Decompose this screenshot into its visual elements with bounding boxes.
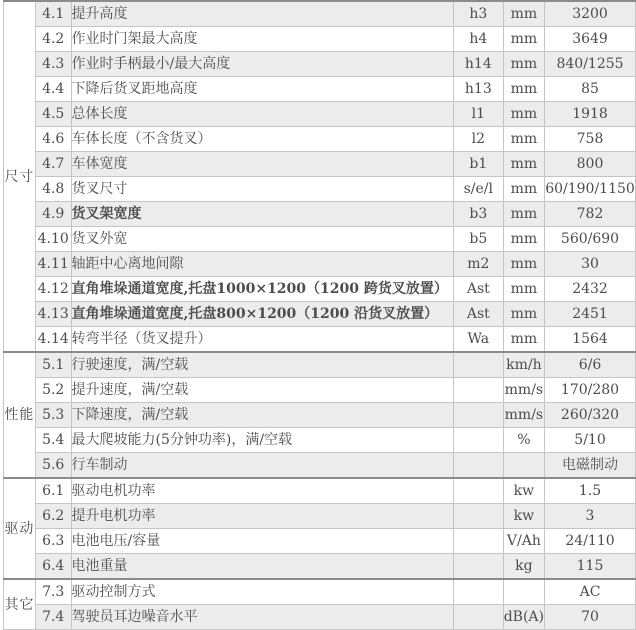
unit-cell: mm <box>503 252 544 277</box>
unit-cell: mm <box>503 327 544 353</box>
symbol-cell <box>453 352 503 378</box>
table-row <box>4 127 636 152</box>
row-number-cell: 4.5 <box>35 102 71 127</box>
unit-cell: kg <box>503 554 544 580</box>
row-number-cell: 4.12 <box>35 277 71 302</box>
row-number-cell: 7.3 <box>35 579 71 605</box>
unit-cell: mm <box>503 127 544 152</box>
table-row <box>4 504 636 529</box>
category-cell: 驱动 <box>4 478 36 579</box>
description-cell: 货叉尺寸 <box>71 177 453 202</box>
value-cell: 3 <box>545 504 636 529</box>
description-cell: 行驶速度，满/空载 <box>71 352 453 378</box>
description-cell: 提升高度 <box>71 1 453 27</box>
symbol-cell <box>453 453 503 479</box>
table-row <box>4 77 636 102</box>
symbol-cell: b3 <box>453 202 503 227</box>
description-cell: 总体长度 <box>71 102 453 127</box>
spec-table-body <box>4 1 636 630</box>
description-cell: 车体宽度 <box>71 152 453 177</box>
unit-cell: mm <box>503 52 544 77</box>
row-number-cell: 4.6 <box>35 127 71 152</box>
value-cell: 782 <box>545 202 636 227</box>
description-cell: 转弯半径（货叉提升） <box>71 327 453 353</box>
row-number-cell: 4.3 <box>35 52 71 77</box>
symbol-cell: l1 <box>453 102 503 127</box>
description-cell: 直角堆垛通道宽度,托盘800×1200（1200 沿货叉放置） <box>71 302 453 327</box>
table-row <box>4 252 636 277</box>
description-cell: 作业时门架最大高度 <box>71 27 453 52</box>
value-cell: 3649 <box>545 27 636 52</box>
unit-cell: mm/s <box>503 378 544 403</box>
table-row <box>4 177 636 202</box>
description-cell: 提升电机功率 <box>71 504 453 529</box>
row-number-cell: 6.3 <box>35 529 71 554</box>
table-row <box>4 428 636 453</box>
table-row <box>4 152 636 177</box>
description-cell: 驾驶员耳边噪音水平 <box>71 605 453 630</box>
value-cell: 85 <box>545 77 636 102</box>
category-cell: 尺寸 <box>4 1 36 352</box>
category-cell: 性能 <box>4 352 36 478</box>
value-cell: 30 <box>545 252 636 277</box>
value-cell: 1564 <box>545 327 636 353</box>
row-number-cell: 6.4 <box>35 554 71 580</box>
table-row <box>4 554 636 580</box>
table-row <box>4 52 636 77</box>
row-number-cell: 4.10 <box>35 227 71 252</box>
unit-cell: mm <box>503 102 544 127</box>
description-cell: 下降后货叉距地高度 <box>71 77 453 102</box>
unit-cell: kw <box>503 478 544 504</box>
description-cell: 轴距中心离地间隙 <box>71 252 453 277</box>
value-cell: 800 <box>545 152 636 177</box>
symbol-cell: s/e/l <box>453 177 503 202</box>
unit-cell: mm <box>503 302 544 327</box>
value-cell: 70 <box>545 605 636 630</box>
table-row <box>4 403 636 428</box>
description-cell: 下降速度，满/空载 <box>71 403 453 428</box>
value-cell: 560/690 <box>545 227 636 252</box>
description-cell: 驱动控制方式 <box>71 579 453 605</box>
row-number-cell: 5.2 <box>35 378 71 403</box>
symbol-cell <box>453 579 503 605</box>
unit-cell: mm <box>503 277 544 302</box>
description-cell: 直角堆垛通道宽度,托盘1000×1200（1200 跨货叉放置） <box>71 277 453 302</box>
table-row <box>4 102 636 127</box>
symbol-cell <box>453 504 503 529</box>
spec-table <box>3 0 636 630</box>
symbol-cell: b1 <box>453 152 503 177</box>
unit-cell: mm/s <box>503 403 544 428</box>
value-cell: 1.5 <box>545 478 636 504</box>
table-row <box>4 605 636 630</box>
description-cell: 行车制动 <box>71 453 453 479</box>
unit-cell: km/h <box>503 352 544 378</box>
row-number-cell: 4.2 <box>35 27 71 52</box>
table-row <box>4 529 636 554</box>
unit-cell: mm <box>503 1 544 27</box>
symbol-cell: h3 <box>453 1 503 27</box>
description-cell: 货叉外宽 <box>71 227 453 252</box>
symbol-cell <box>453 478 503 504</box>
row-number-cell: 4.14 <box>35 327 71 353</box>
row-number-cell: 4.7 <box>35 152 71 177</box>
symbol-cell <box>453 554 503 580</box>
description-cell: 最大爬坡能力(5分钟功率)，满/空载 <box>71 428 453 453</box>
row-number-cell: 4.8 <box>35 177 71 202</box>
symbol-cell <box>453 529 503 554</box>
symbol-cell <box>453 605 503 630</box>
value-cell: 260/320 <box>545 403 636 428</box>
value-cell: 170/280 <box>545 378 636 403</box>
row-number-cell: 5.3 <box>35 403 71 428</box>
symbol-cell <box>453 403 503 428</box>
unit-cell: V/Ah <box>503 529 544 554</box>
table-row <box>4 378 636 403</box>
value-cell: 758 <box>545 127 636 152</box>
table-row <box>4 277 636 302</box>
unit-cell: mm <box>503 152 544 177</box>
unit-cell <box>503 579 544 605</box>
symbol-cell: h4 <box>453 27 503 52</box>
value-cell: 115 <box>545 554 636 580</box>
symbol-cell: h13 <box>453 77 503 102</box>
symbol-cell <box>453 428 503 453</box>
value-cell: 3200 <box>545 1 636 27</box>
unit-cell: mm <box>503 177 544 202</box>
symbol-cell: Ast <box>453 277 503 302</box>
value-cell: 24/110 <box>545 529 636 554</box>
unit-cell <box>503 453 544 479</box>
table-row <box>4 27 636 52</box>
description-cell: 电池电压/容量 <box>71 529 453 554</box>
description-cell: 车体长度（不含货叉） <box>71 127 453 152</box>
unit-cell: mm <box>503 27 544 52</box>
row-number-cell: 5.6 <box>35 453 71 479</box>
value-cell: 2432 <box>545 277 636 302</box>
table-row <box>4 227 636 252</box>
value-cell: 5/10 <box>545 428 636 453</box>
table-row <box>4 478 636 504</box>
symbol-cell: b5 <box>453 227 503 252</box>
symbol-cell: h14 <box>453 52 503 77</box>
symbol-cell: l2 <box>453 127 503 152</box>
value-cell: 6/6 <box>545 352 636 378</box>
value-cell: 电磁制动 <box>545 453 636 479</box>
row-number-cell: 4.9 <box>35 202 71 227</box>
value-cell: AC <box>545 579 636 605</box>
row-number-cell: 6.1 <box>35 478 71 504</box>
symbol-cell: m2 <box>453 252 503 277</box>
row-number-cell: 4.11 <box>35 252 71 277</box>
table-row <box>4 1 636 27</box>
value-cell: 60/190/1150 <box>545 177 636 202</box>
table-row <box>4 327 636 353</box>
table-row <box>4 202 636 227</box>
table-row <box>4 579 636 605</box>
table-row <box>4 302 636 327</box>
value-cell: 840/1255 <box>545 52 636 77</box>
description-cell: 电池重量 <box>71 554 453 580</box>
description-cell: 货叉架宽度 <box>71 202 453 227</box>
row-number-cell: 5.4 <box>35 428 71 453</box>
symbol-cell <box>453 378 503 403</box>
unit-cell: kw <box>503 504 544 529</box>
value-cell: 2451 <box>545 302 636 327</box>
row-number-cell: 4.13 <box>35 302 71 327</box>
row-number-cell: 7.4 <box>35 605 71 630</box>
table-row <box>4 352 636 378</box>
symbol-cell: Ast <box>453 302 503 327</box>
symbol-cell: Wa <box>453 327 503 353</box>
value-cell: 1918 <box>545 102 636 127</box>
unit-cell: dB(A) <box>503 605 544 630</box>
table-row <box>4 453 636 479</box>
category-cell: 其它 <box>4 579 36 630</box>
row-number-cell: 6.2 <box>35 504 71 529</box>
description-cell: 驱动电机功率 <box>71 478 453 504</box>
description-cell: 作业时手柄最小/最大高度 <box>71 52 453 77</box>
unit-cell: mm <box>503 77 544 102</box>
row-number-cell: 4.1 <box>35 1 71 27</box>
unit-cell: % <box>503 428 544 453</box>
unit-cell: mm <box>503 227 544 252</box>
description-cell: 提升速度，满/空载 <box>71 378 453 403</box>
row-number-cell: 4.4 <box>35 77 71 102</box>
unit-cell: mm <box>503 202 544 227</box>
row-number-cell: 5.1 <box>35 352 71 378</box>
